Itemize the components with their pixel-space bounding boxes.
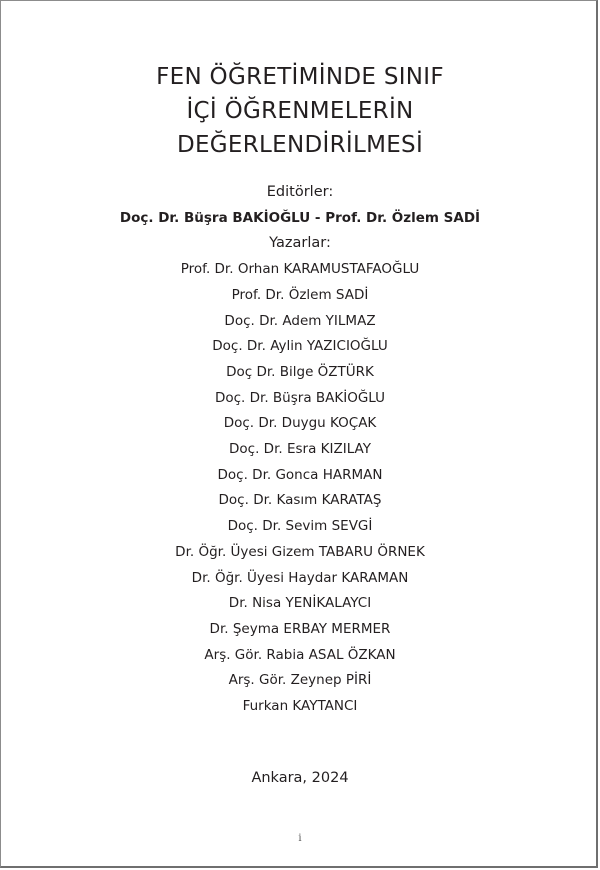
author-name: Dr. Şeyma ERBAY MERMER xyxy=(209,620,391,637)
author-name: Arş. Gör. Zeynep PİRİ xyxy=(228,672,372,689)
author-name: Arş. Gör. Rabia ASAL ÖZKAN xyxy=(204,646,396,663)
author-name: Doç. Dr. Adem YILMAZ xyxy=(224,312,376,329)
author-name: Dr. Öğr. Üyesi Gizem TABARU ÖRNEK xyxy=(175,543,425,560)
book-title-line-3: DEĞERLENDİRİLMESİ xyxy=(176,132,424,158)
credits-block xyxy=(0,180,600,720)
author-name: Doç. Dr. Esra KIZILAY xyxy=(229,441,371,458)
author-name: Doç. Dr. Büşra BAKİOĞLU xyxy=(214,389,386,406)
editors-label: Editörler: xyxy=(266,184,334,200)
book-title-line-1: FEN ÖĞRETİMİNDE SINIF xyxy=(156,64,444,90)
author-name: Doç. Dr. Duygu KOÇAK xyxy=(223,415,377,432)
author-name: Doç. Dr. Gonca HARMAN xyxy=(217,466,383,483)
page-number: i xyxy=(298,833,302,844)
place-and-year: Ankara, 2024 xyxy=(251,770,349,786)
author-name: Prof. Dr. Özlem SADİ xyxy=(231,286,369,303)
author-name: Dr. Öğr. Üyesi Haydar KARAMAN xyxy=(191,569,409,586)
author-name: Dr. Nisa YENİKALAYCI xyxy=(228,595,372,612)
author-name: Doç. Dr. Kasım KARATAŞ xyxy=(218,492,382,509)
book-title xyxy=(0,60,600,162)
editors-names: Doç. Dr. Büşra BAKİOĞLU - Prof. Dr. Özlem SADİ xyxy=(119,209,481,226)
author-name: Doç. Dr. Aylin YAZICIOĞLU xyxy=(212,338,388,355)
book-title-line-2: İÇİ ÖĞRENMELERİN xyxy=(186,98,414,124)
author-name: Doç. Dr. Sevim SEVGİ xyxy=(227,518,373,535)
authors-label: Yazarlar: xyxy=(269,235,331,252)
author-name: Doç Dr. Bilge ÖZTÜRK xyxy=(226,363,374,380)
authors-list xyxy=(0,257,600,720)
author-name: Furkan KAYTANCI xyxy=(242,698,358,715)
author-name: Prof. Dr. Orhan KARAMUSTAFAOĞLU xyxy=(180,261,420,278)
